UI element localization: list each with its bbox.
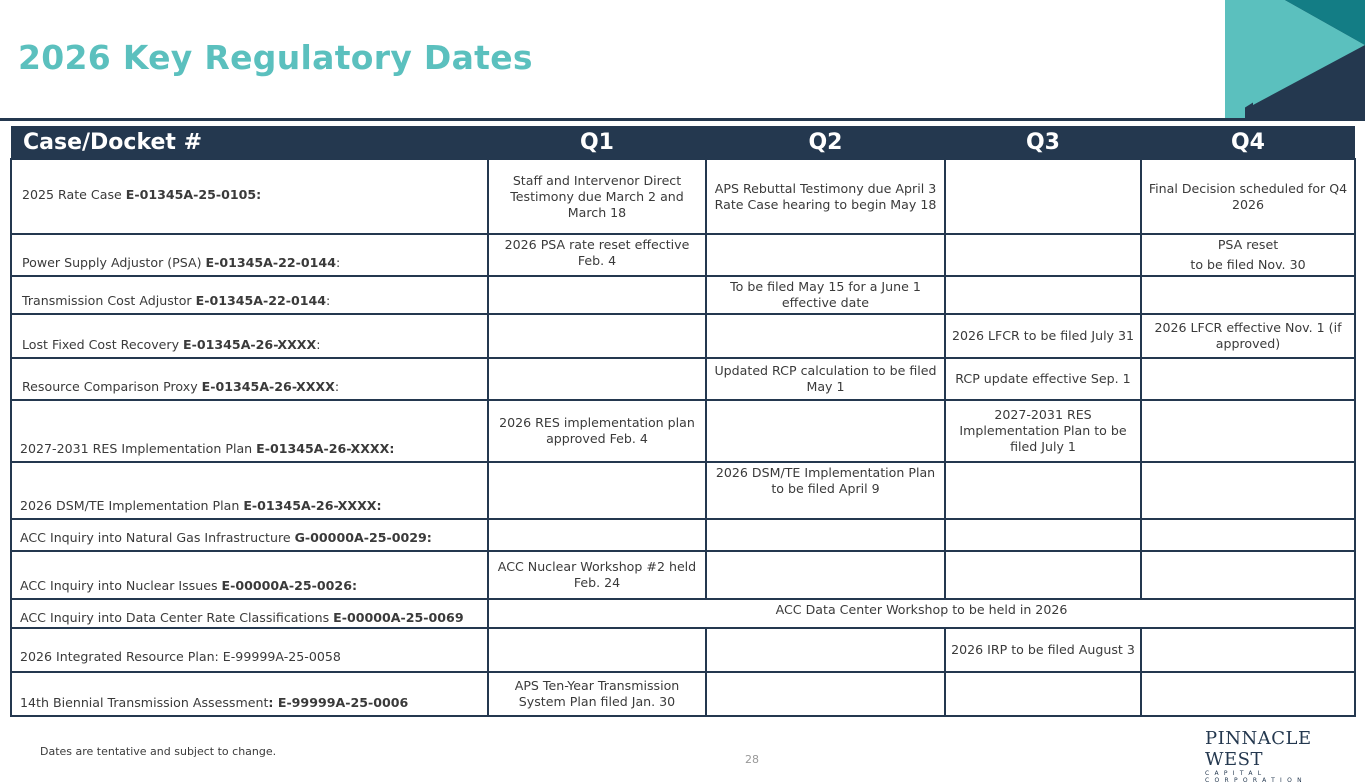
q1-cell: 2026 PSA rate reset effective Feb. 4 [488, 234, 706, 276]
regulatory-dates-table [10, 126, 1356, 717]
table-row [11, 672, 1355, 716]
table-row [11, 234, 1355, 276]
q4-cell [1141, 358, 1355, 400]
case-cell: ACC Inquiry into Data Center Rate Classifications E-00000A-25-0069 [11, 599, 488, 628]
q3-cell [945, 551, 1141, 599]
q3-cell: 2027-2031 RES Implementation Plan to be filed July 1 [945, 400, 1141, 462]
q1-cell [488, 519, 706, 551]
q3-cell: RCP update effective Sep. 1 [945, 358, 1141, 400]
footnote: Dates are tentative and subject to change. [40, 745, 277, 758]
case-cell: Resource Comparison Proxy E-01345A-26-XXXX: [11, 358, 488, 400]
q1-cell [488, 628, 706, 672]
q3-cell [945, 672, 1141, 716]
logo-name: PINNACLE WEST [1205, 728, 1312, 770]
page-title: 2026 Key Regulatory Dates [18, 38, 533, 77]
company-logo [1205, 728, 1355, 784]
q1-cell [488, 462, 706, 519]
q1-cell: Staff and Intervenor Direct Testimony due March 2 and March 18 [488, 159, 706, 234]
q3-cell [945, 276, 1141, 314]
q2-cell: To be filed May 15 for a June 1 effective date [706, 276, 945, 314]
q1-cell [488, 358, 706, 400]
q1-cell: 2026 RES implementation plan approved Feb. 4 [488, 400, 706, 462]
case-cell: Power Supply Adjustor (PSA) E-01345A-22-0144: [11, 234, 488, 276]
q2-cell [706, 400, 945, 462]
case-cell: 2026 DSM/TE Implementation Plan E-01345A-26-XXXX: [11, 462, 488, 519]
q3-cell: 2026 LFCR to be filed July 31 [945, 314, 1141, 358]
q2-cell: APS Rebuttal Testimony due April 3 Rate Case hearing to begin May 18 [706, 159, 945, 234]
case-cell: 2025 Rate Case E-01345A-25-0105: [11, 159, 488, 234]
q4-cell [1141, 276, 1355, 314]
header-case: Case/Docket # [11, 126, 488, 159]
q4-cell [1141, 519, 1355, 551]
q4-cell [1141, 628, 1355, 672]
table-row [11, 358, 1355, 400]
q2-cell [706, 234, 945, 276]
case-cell: 2027-2031 RES Implementation Plan E-01345A-26-XXXX: [11, 400, 488, 462]
header-q1: Q1 [488, 126, 706, 159]
table-row [11, 599, 1355, 628]
q1-cell [488, 314, 706, 358]
header-q3: Q3 [945, 126, 1141, 159]
corner-decoration [1225, 0, 1365, 120]
q3-cell: 2026 IRP to be filed August 3 [945, 628, 1141, 672]
q3-cell [945, 159, 1141, 234]
q2-cell [706, 551, 945, 599]
case-cell: ACC Inquiry into Natural Gas Infrastructure G-00000A-25-0029: [11, 519, 488, 551]
case-cell: Transmission Cost Adjustor E-01345A-22-0144: [11, 276, 488, 314]
table-row [11, 628, 1355, 672]
spanned-cell: ACC Data Center Workshop to be held in 2026 [488, 599, 1355, 628]
q4-cell: Final Decision scheduled for Q4 2026 [1141, 159, 1355, 234]
case-cell: ACC Inquiry into Nuclear Issues E-00000A-25-0026: [11, 551, 488, 599]
table-row [11, 519, 1355, 551]
case-cell: Lost Fixed Cost Recovery E-01345A-26-XXXX: [11, 314, 488, 358]
q3-cell [945, 234, 1141, 276]
q4-cell: 2026 LFCR effective Nov. 1 (if approved) [1141, 314, 1355, 358]
q2-cell [706, 519, 945, 551]
q4-cell [1141, 672, 1355, 716]
q3-cell [945, 462, 1141, 519]
header-divider [0, 118, 1365, 121]
table-row [11, 400, 1355, 462]
q2-cell: 2026 DSM/TE Implementation Plan to be filed April 9 [706, 462, 945, 519]
q2-cell: Updated RCP calculation to be filed May 1 [706, 358, 945, 400]
q4-cell: PSA reset to be filed Nov. 30 [1141, 234, 1355, 276]
q3-cell [945, 519, 1141, 551]
q4-cell [1141, 462, 1355, 519]
case-cell: 2026 Integrated Resource Plan: E-99999A-25-0058 [11, 628, 488, 672]
q1-cell [488, 276, 706, 314]
q1-cell: ACC Nuclear Workshop #2 held Feb. 24 [488, 551, 706, 599]
logo-subtitle: CAPITAL CORPORATION [1205, 770, 1307, 784]
table-row [11, 314, 1355, 358]
table-row [11, 159, 1355, 234]
table-row [11, 276, 1355, 314]
page-number: 28 [745, 753, 759, 766]
table-row [11, 462, 1355, 519]
q4-cell [1141, 400, 1355, 462]
q1-cell: APS Ten-Year Transmission System Plan filed Jan. 30 [488, 672, 706, 716]
q4-cell [1141, 551, 1355, 599]
table-row [11, 551, 1355, 599]
table-header-row [11, 126, 1355, 159]
q2-cell [706, 314, 945, 358]
header-q2: Q2 [706, 126, 945, 159]
header-q4: Q4 [1141, 126, 1355, 159]
q2-cell [706, 628, 945, 672]
q2-cell [706, 672, 945, 716]
case-cell: 14th Biennial Transmission Assessment: E-99999A-25-0006 [11, 672, 488, 716]
